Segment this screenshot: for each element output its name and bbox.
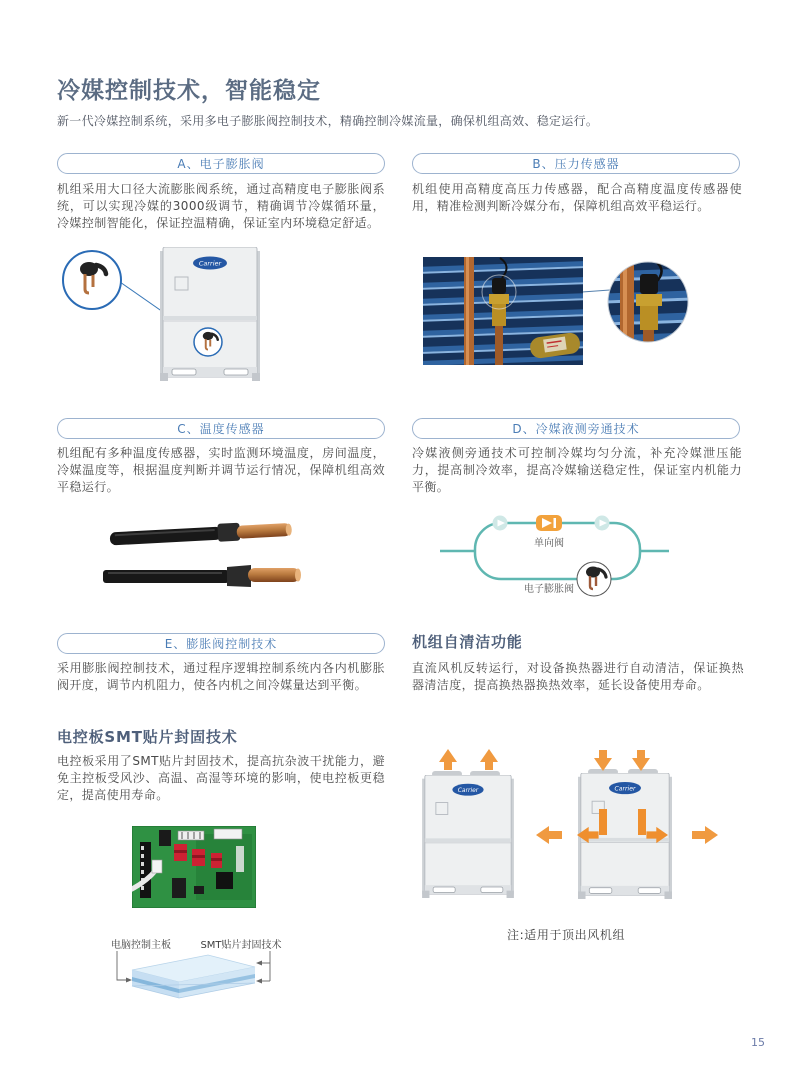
section-c-header [57,418,385,439]
smt-body: 电控板采用了SMT贴片封固技术，提高抗杂波干扰能力，避免主控板受风沙、高温、高湿等环境的影响，使电控板更稳定，提高使用寿命。 [57,754,385,802]
flow-direction-icon [595,516,610,531]
flow-direction-icon [493,516,508,531]
sensor-photo [412,257,604,366]
section-e-body: 采用膨胀阀控制技术，通过程序逻辑控制系统内各内机膨胀阀开度，调节内机阻力，使各内机之间冷媒量达到平衡。 [57,661,385,692]
temp-sensor-2 [103,565,301,587]
section-d-body: 冷媒液侧旁通技术可控制冷媒均匀分流，补充冷媒泄压能力，提高制冷效率，提高冷媒输送稳定性，保证室内机能力平衡。 [412,446,742,494]
self-clean-body: 直流风机反转运行，对设备换热器进行自动清洁，保证换热器清洁度，提高换热器换热效率，延长设备使用寿命。 [412,661,744,692]
smt-title: 电控板SMT贴片封固技术 [57,728,238,746]
airflow-down-arrows [594,750,650,771]
section-a-header [57,153,385,174]
figure-pressure-sensor [412,240,740,382]
section-c-label: C、温度传感器 [177,422,265,436]
check-valve-icon [536,515,562,531]
figure-self-clean-units [412,743,740,911]
smt-layer-label: SMT贴片封固技术 [200,940,282,951]
section-a-label: A、电子膨胀阀 [177,157,265,171]
eev-label: 电子膨胀阀 [524,584,574,595]
section-b-label: B、压力传感器 [532,157,620,171]
figure-circuit-board [132,826,256,908]
page-subtitle: 新一代冷媒控制系统，采用多电子膨胀阀控制技术，精确控制冷媒流量，确保机组高效、稳定运行。 [57,114,599,128]
layer-slab [132,955,255,998]
section-d-header [412,418,740,439]
section-b-body: 机组使用高精度高压力传感器，配合高精度温度传感器使用，精准检测判断冷媒分布，保障机组高效平稳运行。 [412,182,742,213]
leader-right [256,951,270,984]
section-e-label: E、膨胀阀控制技术 [164,637,278,651]
section-a-body: 机组采用大口径大流膨胀阀系统，通过高精度电子膨胀阀系统，可以实现冷媒的3000级调节，精确调节冷媒循环量，冷媒控制智能化，保证控温精确，保证室内环境稳定舒适。 [57,182,385,230]
board-layer-label: 电脑控制主板 [111,940,171,951]
section-d-label: D、冷媒液测旁通技术 [512,422,640,436]
self-clean-note: 注:适用于顶出风机组 [507,928,626,942]
page-number: 15 [751,1036,765,1049]
figure-bypass-diagram [412,503,740,628]
figure-smt-layers [80,936,330,1040]
leader-left [117,951,132,983]
valve-magnifier [63,251,121,309]
section-b-header [412,153,740,174]
airflow-up-arrows [439,749,498,770]
valve-callout-small [194,328,222,356]
section-e-header [57,633,385,654]
eev-diagram-icon [577,562,611,596]
temp-sensor-1 [109,520,292,548]
bypass-loop [440,523,669,579]
check-valve-label: 单向阀 [534,538,564,549]
self-clean-title: 机组自清洁功能 [412,633,523,651]
section-c-body: 机组配有多种温度传感器，实时监测环境温度，房间温度，冷媒温度等，根据温度判断并调节运行情况，保障机组高效平稳运行。 [57,446,385,494]
page-title: 冷媒控制技术，智能稳定 [57,78,321,104]
figure-temperature-sensors [85,512,335,610]
figure-expansion-valve [57,236,385,386]
